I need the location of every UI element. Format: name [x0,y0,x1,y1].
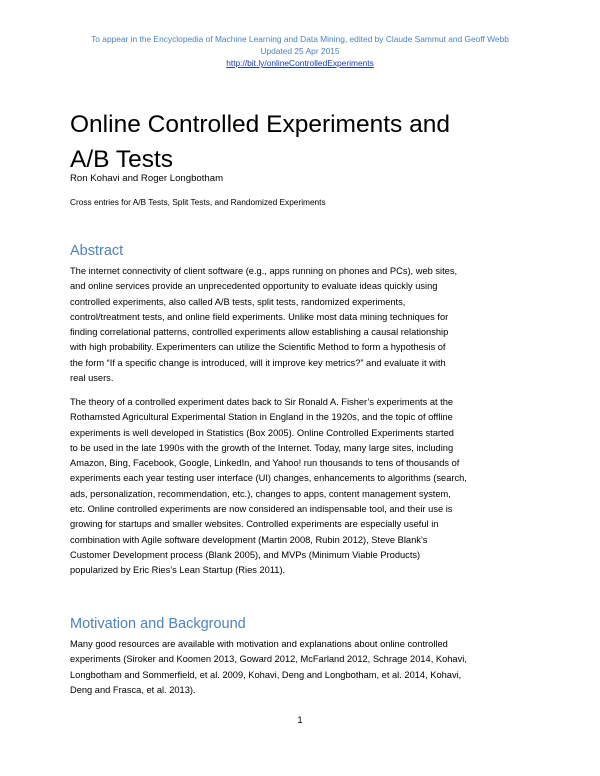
text-line: Amazon, Bing, Facebook, Google, LinkedIn, and Yahoo! run thousands to tens of thousands of [70,458,460,469]
text-line: finding correlational patterns, controlled experiments allow establishing a causal relationship [70,327,449,338]
header-note [0,33,600,69]
text-line: etc. Online controlled experiments are now considered an indispensable tool, and their use is [70,504,453,515]
header-note-line-1: To appear in the Encyclopedia of Machine Learning and Data Mining, edited by Claude Sammut and Geoff Webb [91,34,509,44]
abstract-paragraph-2 [70,395,540,579]
text-line: control/treatment tests, and online field experiments. Unlike most data mining techniques for [70,311,449,322]
cross-entries: Cross entries for A/B Tests, Split Tests, and Randomized Experiments [70,197,326,207]
text-line: The theory of a controlled experiment dates back to Sir Ronald A. Fisher’s experiments at the [70,397,454,407]
abstract-heading: Abstract [70,243,124,259]
authors: Ron Kohavi and Roger Longbotham [70,173,224,184]
motivation-heading: Motivation and Background [70,616,246,632]
text-line: and online services provide an unprecedented opportunity to evaluate ideas quickly using [70,281,438,292]
text-line: the form “If a specific change is introduced, will it improve key metrics?” and evaluate it with [70,357,446,368]
motivation-paragraph-1 [70,637,540,698]
text-line: controlled experiments, also called A/B tests, split tests, randomized experiments, [70,296,406,307]
abstract-paragraph-1 [70,264,540,386]
text-line: Deng and Frasca, et al. 2013). [70,684,196,695]
page-title [70,107,540,177]
text-line: growing for startups and smaller websites. Controlled experiments are especially useful in [70,519,439,530]
page-title-line-2: A/B Tests [70,146,174,173]
text-line: Rothamsted Agricultural Experimental Station in England in the 1920s, and the topic of offline [70,412,453,423]
text-line: experiments each year testing user interface (UI) changes, enhancements to algorithms (search, [70,473,467,484]
text-line: combination with Agile software development (Martin 2008, Rubin 2012), Steve Blank’s [70,534,428,545]
text-line: experiments is well developed in Statistics (Box 2005). Online Controlled Experiments started [70,427,454,438]
text-line: The internet connectivity of client software (e.g., apps running on phones and PCs), web sites, [70,266,458,276]
text-line: with high probability. Experimenters can utilize the Scientific Method to form a hypothesis of [70,342,446,353]
text-line: Longbotham and Sommerfield, et al. 2009, Kohavi, Deng and Longbotham, et al. 2014, Kohavi, [70,669,462,680]
header-note-line-2: Updated 25 Apr 2015 [260,46,340,56]
header-note-link[interactable]: http://bit.ly/onlineControlledExperiments [226,58,374,68]
text-line: real users. [70,373,114,384]
text-line: Customer Development process (Blank 2005), and MVPs (Minimum Viable Products) [70,549,421,560]
text-line: experiments (Siroker and Koomen 2013, Goward 2012, McFarland 2012, Schrage 2014, Kohavi, [70,654,467,665]
page-title-line-1: Online Controlled Experiments and [70,111,450,138]
text-line: ads, personalization, recommendation, etc.), changes to apps, content management system, [70,488,451,499]
page-number: 1 [297,715,303,726]
text-line: popularized by Eric Ries’s Lean Startup (Ries 2011). [70,565,286,576]
text-line: Many good resources are available with motivation and explanations about online controlled [70,639,448,649]
text-line: to be used in the late 1990s with the growth of the Internet. Today, many large sites, including [70,442,454,453]
